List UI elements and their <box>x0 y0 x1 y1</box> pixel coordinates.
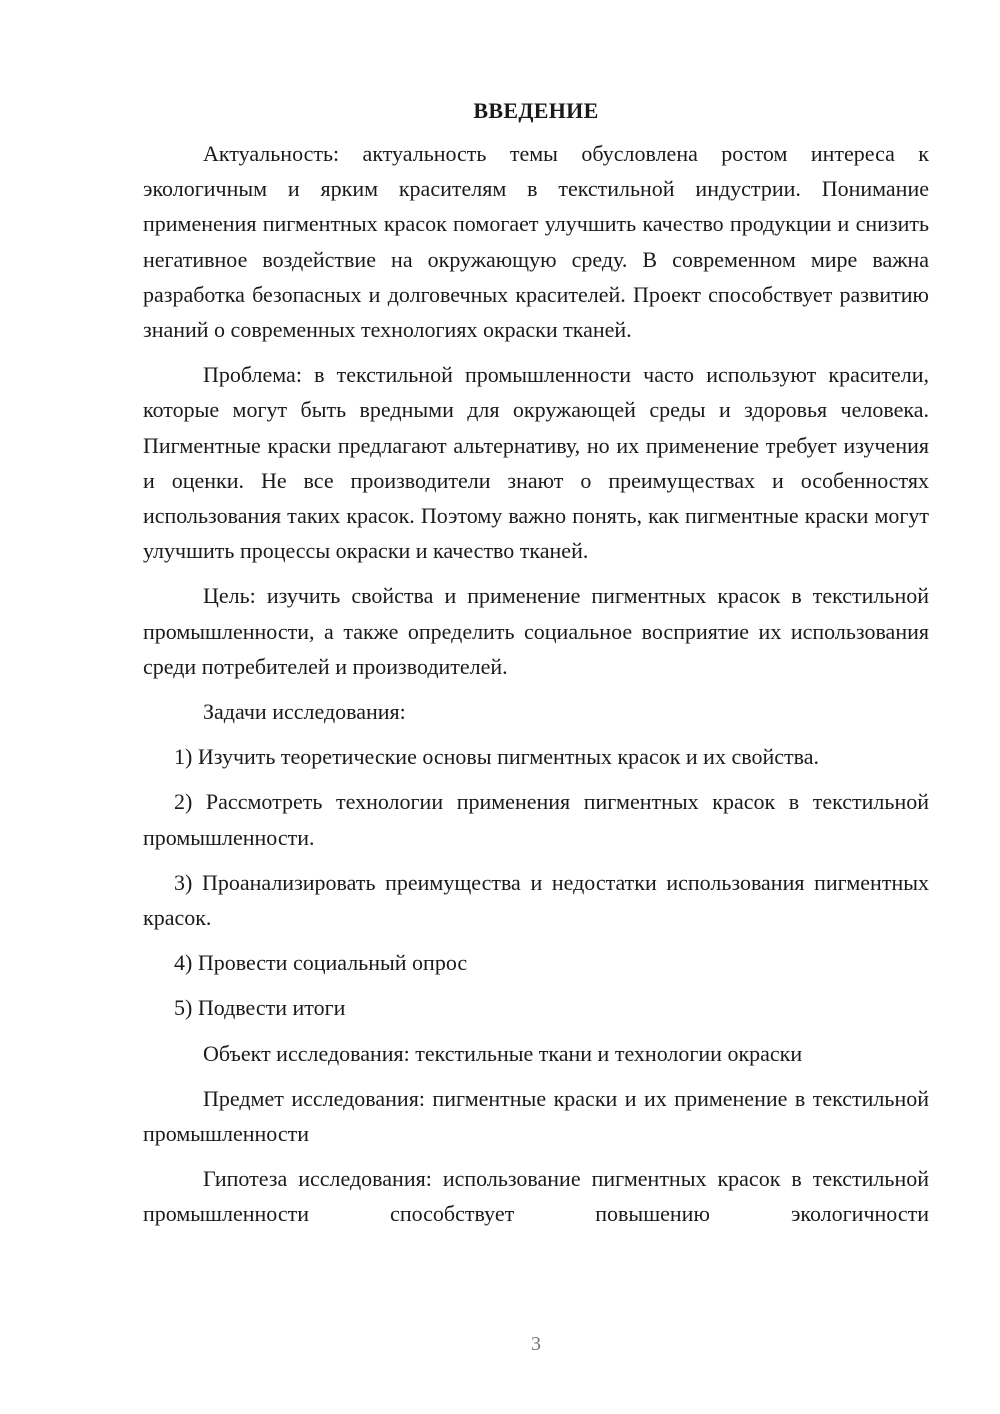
page-content <box>143 96 929 1242</box>
task-item: 5) Подвести итоги <box>174 995 346 1021</box>
task-item: 1) Изучить теоретические основы пигментных красок и их свойства. <box>174 744 819 770</box>
task-item: 3) Проанализировать преимущества и недостатки использования пигментных красок. <box>143 869 929 931</box>
paragraph-tasks-heading: Задачи исследования: <box>203 699 406 725</box>
page-number: 3 <box>531 1333 541 1355</box>
paragraph-goal: Цель: изучить свойства и применение пигментных красок в текстильной промышленности, а также определить социальное восприятие их использования среди потребителей и производителей. <box>143 583 929 679</box>
paragraph-relevance: Актуальность: актуальность темы обусловлена ростом интереса к экологичным и ярким красителям в текстильной индустрии. Понимание применения пигментных красок помогает улучшить качество продукции и снизить негативное воздействие на окружающую среду. В современном мире важна разработка безопасных и долговечных красителей. Проект способствует развитию знаний о современных технологиях окраски тканей. <box>143 141 929 343</box>
paragraph-problem: Проблема: в текстильной промышленности часто используют красители, которые могут быть вредными для окружающей среды и здоровья человека. Пигментные краски предлагают альтернативу, но их применение требует изучения и оценки. Не все производители знают о преимуществах и особенностях использования таких красок. Поэтому важно понять, как пигментные краски могут улучшить процессы окраски и качество тканей. <box>143 362 929 564</box>
paragraph-hypothesis: Гипотеза исследования: использование пигментных красок в текстильной промышленности способствует повышению экологичности <box>143 1166 929 1227</box>
paragraph-object: Объект исследования: текстильные ткани и технологии окраски <box>203 1040 803 1066</box>
section-title: ВВЕДЕНИЕ <box>473 98 599 123</box>
task-item: 2) Рассмотреть технологии применения пигментных красок в текстильной промышленности. <box>143 789 929 850</box>
task-item: 4) Провести социальный опрос <box>174 950 468 976</box>
paragraph-subject: Предмет исследования: пигментные краски и их применение в текстильной промышленности <box>143 1085 929 1147</box>
